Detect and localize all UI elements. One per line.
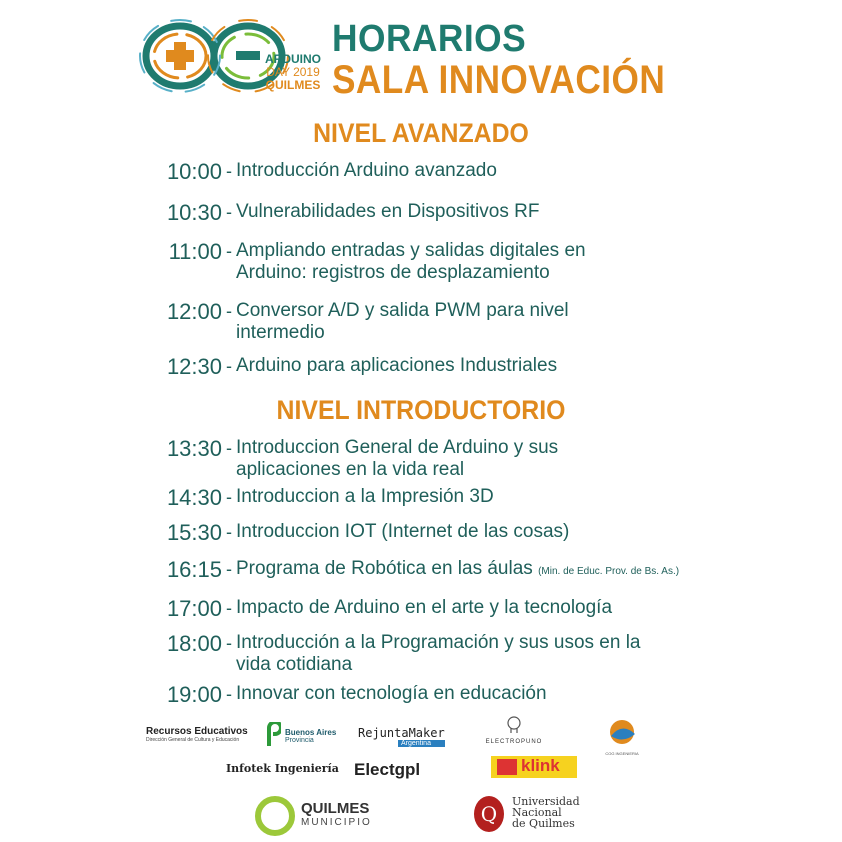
quilmes-line1: QUILMES — [301, 800, 370, 817]
row-time: 18:00 — [166, 631, 222, 656]
sponsor-klink — [491, 756, 577, 778]
row-desc: Introduccion General de Arduino y sus aplicaciones en la vida real — [236, 437, 559, 480]
klink-label: klink — [521, 756, 560, 775]
unq-line1: Universidad — [512, 795, 580, 808]
quilmes-line2: MUNICIPIO — [301, 817, 372, 828]
ba-line2: Provincia — [285, 737, 314, 744]
row-desc: Introduccion a la Impresión 3D — [236, 486, 494, 507]
row-dash: - — [226, 633, 232, 653]
row-dash: - — [226, 161, 232, 181]
logo-line3: QUILMES — [265, 78, 321, 92]
logo-line2: DAY 2019 — [266, 65, 320, 79]
logo-line1: ARDUINO — [265, 52, 321, 66]
unq-line2: Nacional — [512, 806, 562, 819]
row-dash: - — [226, 438, 232, 458]
recursos-title: Recursos Educativos — [146, 726, 248, 737]
row-time: 15:30 — [166, 520, 222, 545]
sponsor-recursos — [146, 726, 248, 743]
svg-text:Q: Q — [480, 802, 498, 826]
row-time: 10:30 — [166, 200, 222, 225]
section-advanced: NIVEL AVANZADO — [313, 118, 529, 148]
sponsor-electropuno — [474, 716, 554, 745]
rejunta-sub: Argentina — [398, 740, 445, 747]
row-dash: - — [226, 301, 232, 321]
row-dash: - — [226, 202, 232, 222]
row-time: 16:15 — [166, 557, 222, 582]
row-desc: Introduccion IOT (Internet de las cosas) — [236, 521, 570, 542]
title-horarios: HORARIOS — [332, 18, 527, 60]
row-time: 17:00 — [166, 596, 222, 621]
row-desc — [236, 558, 706, 583]
cog-label: COG INGENIERIA — [605, 751, 639, 756]
row-time: 11:00 — [168, 239, 222, 264]
row-desc: Vulnerabilidades en Dispositivos RF — [236, 201, 540, 222]
sponsor-electgpl: Electgpl — [354, 760, 421, 779]
electropuno-label: ELECTROPUNO — [485, 739, 543, 745]
row-time: 12:30 — [166, 354, 222, 379]
row-time: 19:00 — [166, 682, 222, 707]
row-dash: - — [226, 487, 232, 507]
unq-icon — [472, 794, 506, 834]
row-time: 14:30 — [166, 485, 222, 510]
sponsor-cog — [600, 718, 644, 756]
klink-icon — [497, 759, 517, 775]
unq-line3: de Quilmes — [512, 817, 575, 830]
row-desc: Introducción Arduino avanzado — [236, 160, 497, 181]
sponsor-infotek: Infotek Ingeniería — [226, 762, 339, 775]
row-desc: Arduino para aplicaciones Industriales — [236, 355, 558, 376]
sponsor-rejuntamaker — [358, 726, 445, 747]
row-desc: Conversor A/D y salida PWM para nivel intermedio — [236, 300, 569, 343]
row-dash: - — [226, 559, 232, 579]
row-dash: - — [226, 241, 232, 261]
quilmes-icon — [255, 796, 295, 836]
row-time: 12:00 — [166, 299, 222, 324]
row-time: 10:00 — [166, 159, 222, 184]
row-dash: - — [226, 598, 232, 618]
row-time: 13:30 — [166, 436, 222, 461]
title-sala: SALA INNOVACIÓN — [332, 58, 666, 102]
ba-line1: Buenos Aires — [285, 728, 337, 737]
rejunta-title: RejuntaMaker — [358, 726, 445, 740]
section-intro: NIVEL INTRODUCTORIO — [276, 395, 566, 425]
row-desc-text: Programa de Robótica en las áulas — [236, 558, 533, 579]
row-dash: - — [226, 684, 232, 704]
cog-icon — [605, 718, 639, 746]
row-desc: Impacto de Arduino en el arte y la tecnología — [236, 597, 613, 618]
logo-text — [258, 53, 328, 92]
row-desc: Ampliando entradas y salidas digitales en Arduino: registros de desplazamiento — [236, 240, 586, 283]
recursos-sub: Dirección General de Cultura y Educación — [146, 737, 240, 743]
row-dash: - — [226, 356, 232, 376]
row-desc: Innovar con tecnología en educación — [236, 683, 547, 704]
row-dash: - — [226, 522, 232, 542]
buenos-aires-icon — [265, 722, 281, 746]
row-desc: Introducción a la Programación y sus usos en la vida cotidiana — [236, 632, 641, 675]
row-note: (Min. de Educ. Prov. de Bs. As.) — [538, 566, 680, 577]
electropuno-icon — [506, 716, 522, 734]
sponsors-area — [0, 712, 842, 842]
